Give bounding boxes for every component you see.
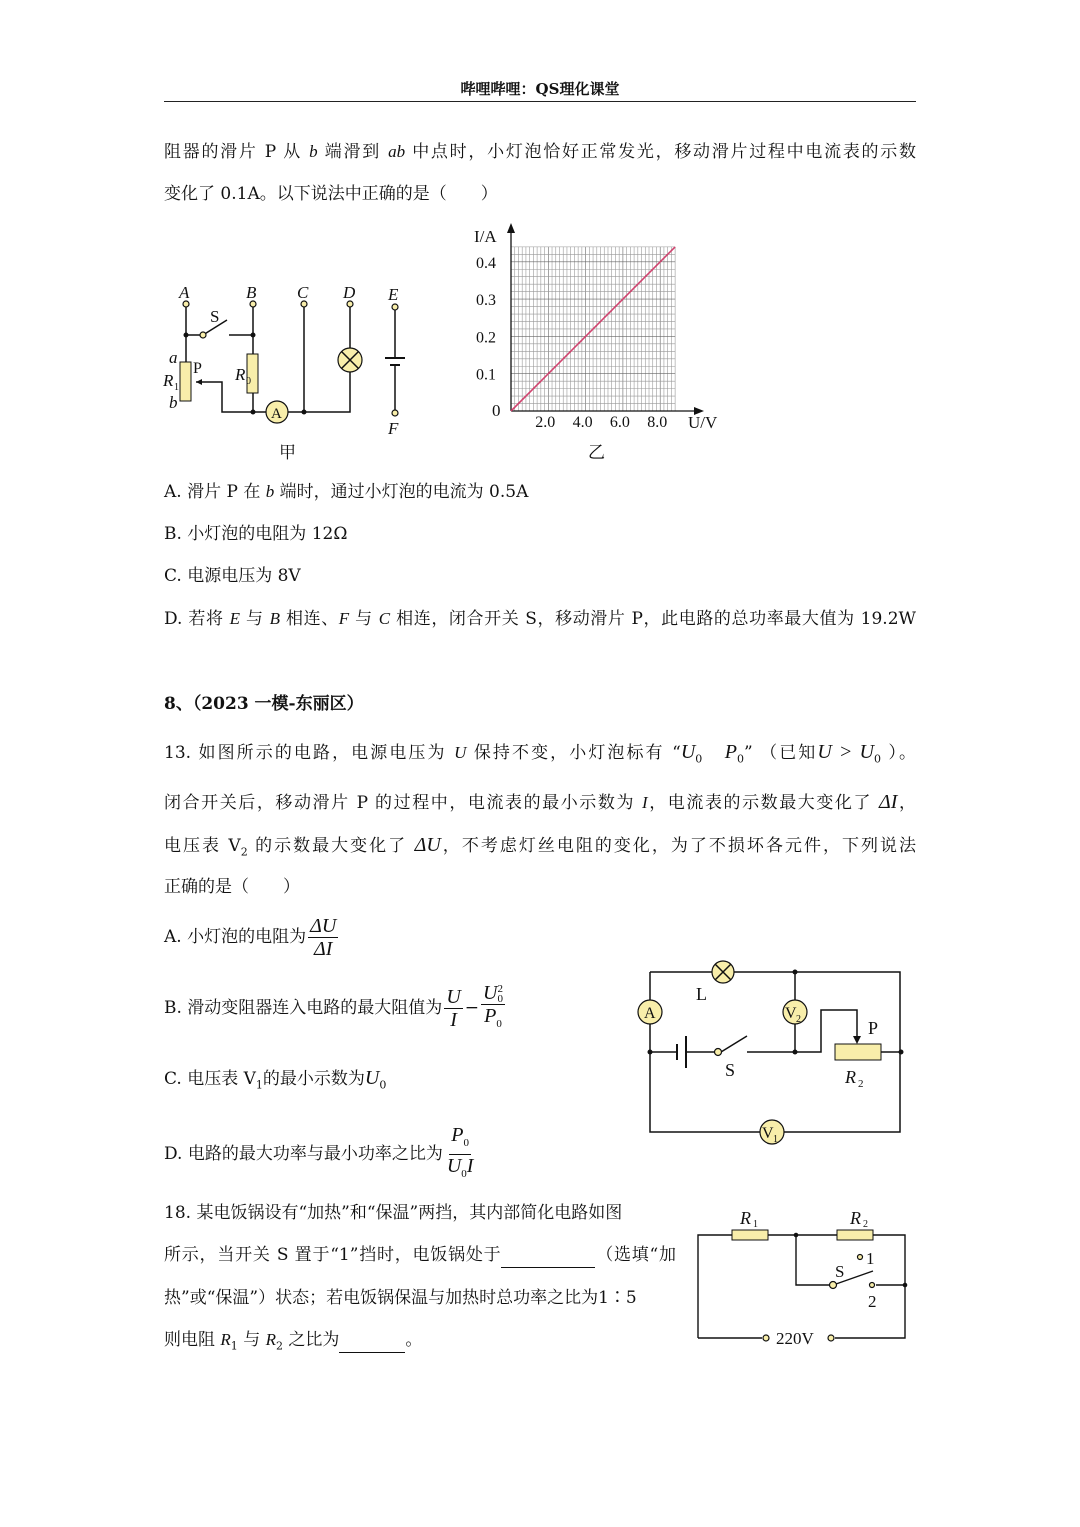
- var: B: [269, 609, 280, 628]
- circuit-diagram-jia: [160, 220, 440, 470]
- fraction: [308, 915, 338, 960]
- denominator: ΔI: [313, 938, 333, 960]
- v1-label: V: [762, 1125, 774, 1142]
- numerator: [449, 1124, 471, 1155]
- text: 保持不变，小灯泡标有 “: [466, 743, 681, 763]
- text: 所示，当开关 S 置于“1”挡时，电饭锅处于: [164, 1245, 502, 1265]
- var: b: [265, 482, 275, 501]
- q13-option-b: [164, 982, 507, 1035]
- answer-blank-2[interactable]: [339, 1328, 405, 1353]
- label-R1: R: [163, 371, 174, 390]
- text: 与: [349, 609, 379, 629]
- figure-caption-jia: 甲: [279, 443, 296, 462]
- ammeter-label: A: [271, 406, 282, 422]
- label-b: b: [169, 393, 178, 412]
- label-C: C: [297, 283, 309, 302]
- r2-sub: 2: [858, 1078, 864, 1090]
- numerator: [481, 982, 505, 1005]
- x-tick-label: 8.0: [647, 414, 668, 431]
- text: D. 若将: [164, 609, 230, 629]
- figure-caption-yi: 乙: [588, 443, 605, 462]
- denominator: [445, 1155, 476, 1185]
- origin-label: 0: [492, 401, 501, 420]
- switch-label: S: [835, 1262, 845, 1281]
- text: ，不考虑灯丝电阻的变化，为了不损坏各元件，下列说法: [440, 836, 916, 856]
- sub: 0: [695, 752, 703, 766]
- text: A. 小灯泡的电阻为: [164, 927, 307, 947]
- sub: 0: [736, 752, 744, 766]
- label-F: F: [388, 419, 399, 438]
- sub: 0: [496, 1018, 502, 1031]
- circuit-diagram-q13: [620, 940, 920, 1160]
- switch-label: S: [725, 1060, 736, 1080]
- text: 13. 如图所示的电路，电源电压为: [164, 743, 455, 763]
- var: P: [484, 1005, 497, 1028]
- sub: 0: [873, 752, 881, 766]
- text: 的最小示数为: [262, 1069, 365, 1089]
- q13-option-a: [164, 912, 340, 962]
- var: U: [680, 741, 696, 763]
- text: 。: [405, 1330, 423, 1350]
- q7-text-line-2: 变化了 0.1A。以下说法中正确的是（ ）: [164, 184, 498, 204]
- label-R0: R: [235, 365, 246, 384]
- y-tick-label: 0.2: [476, 329, 496, 347]
- q13-option-c: [164, 1066, 386, 1097]
- label-E: E: [388, 285, 399, 304]
- slider-arrow-icon: [853, 1036, 861, 1044]
- denominator: I: [450, 1009, 457, 1032]
- var: U: [446, 1155, 462, 1177]
- numerator: ΔU: [310, 915, 337, 937]
- text: 相连、: [280, 609, 339, 629]
- r2-sub: 2: [863, 1219, 868, 1230]
- sub: 0: [379, 1078, 387, 1092]
- var: R: [265, 1330, 276, 1349]
- v1-sub: 1: [773, 1134, 778, 1145]
- y-tick-label: 0.4: [476, 254, 496, 272]
- lamp-label: L: [696, 984, 707, 1004]
- text: D. 电路的最大功率与最小功率之比为: [164, 1144, 443, 1164]
- q13-text-line-4: 正确的是（ ）: [164, 877, 300, 897]
- text: 则电阻: [164, 1330, 221, 1350]
- y-tick-label: 0.3: [476, 292, 496, 310]
- var: b: [309, 142, 318, 161]
- q18-text-line-2: [164, 1243, 676, 1268]
- q13-text-line-3: [164, 833, 916, 864]
- denominator: [482, 1005, 504, 1035]
- text: ” （已知: [743, 743, 818, 763]
- ammeter-label: A: [644, 1005, 656, 1022]
- q13-option-d: [164, 1124, 477, 1185]
- iu-graph-yi: [440, 220, 740, 470]
- var: I: [466, 1155, 474, 1177]
- y-tick-label: 0.1: [476, 366, 496, 384]
- var: E: [229, 609, 241, 628]
- fraction: [444, 986, 462, 1031]
- var: U: [364, 1067, 380, 1089]
- text: A. 滑片 P 在: [164, 482, 266, 502]
- circuit-diagram-q18: [680, 1195, 920, 1355]
- label-R1-sub: 1: [174, 382, 179, 393]
- sub: 2: [276, 1339, 283, 1353]
- text: 中点时，小灯泡恰好正常发光，移动滑片过程中电流表的示数: [405, 142, 916, 162]
- label-S: S: [210, 307, 220, 326]
- label-P: P: [193, 360, 202, 377]
- sub: 1: [230, 1339, 238, 1353]
- q13-text-line-1: [164, 740, 916, 771]
- text: 的示数最大变化了: [247, 836, 415, 856]
- r2-label: R: [845, 1067, 856, 1087]
- sub: 0: [497, 993, 503, 1006]
- var: ab: [388, 142, 406, 161]
- text: 端时，通过小灯泡的电流为 0.5A: [274, 482, 529, 502]
- q13-text-line-2: [164, 790, 916, 815]
- fraction: [481, 982, 505, 1035]
- var: P: [451, 1124, 464, 1146]
- var: I: [642, 793, 648, 812]
- text: B. 滑动变阻器连入电路的最大阻值为: [164, 998, 443, 1019]
- text: 与: [237, 1330, 266, 1350]
- r2-label: R: [850, 1208, 861, 1228]
- var: P: [724, 741, 737, 763]
- y-axis-arrow-icon: [507, 223, 515, 233]
- q7-option-c: C. 电源电压为 8V: [164, 566, 301, 586]
- numerator: U: [446, 986, 461, 1009]
- terminal-2-label: 2: [868, 1292, 877, 1311]
- page-header: 哔哩哔哩：QS理化课堂: [460, 80, 620, 98]
- slider-label: P: [868, 1018, 879, 1038]
- text: ，: [897, 793, 917, 813]
- q7-option-a: [164, 480, 528, 504]
- q7-option-b: B. 小灯泡的电阻为 12Ω: [164, 524, 348, 544]
- var: C: [378, 609, 391, 628]
- q7-option-d: [164, 607, 916, 631]
- v2-label: V: [785, 1005, 797, 1022]
- sub: 2: [240, 845, 248, 859]
- r1-sub: 1: [753, 1219, 758, 1230]
- answer-blank-1[interactable]: [501, 1243, 595, 1268]
- x-tick-label: 6.0: [609, 414, 630, 431]
- var: ΔI: [879, 791, 898, 813]
- label-a: a: [169, 348, 178, 367]
- label-B: B: [246, 283, 257, 302]
- text: ）。: [880, 743, 917, 763]
- minus: −: [464, 998, 480, 1019]
- q18-text-line-3: 热”或“保温”）状态；若电饭锅保温与加热时总功率之比为1∶5: [164, 1288, 637, 1308]
- q7-text-line-1: [164, 140, 916, 164]
- var: U > U: [817, 741, 874, 763]
- text: 端滑到: [317, 142, 389, 162]
- text: 阻器的滑片 P 从: [164, 142, 310, 162]
- section-heading: 8、（2023 一模-东丽区）: [164, 694, 364, 714]
- text: 之比为: [283, 1330, 340, 1350]
- var: U: [483, 982, 498, 1004]
- q18-text-line-4: [164, 1328, 422, 1358]
- text: 相连，闭合开关 S，移动滑片 P，此电路的总功率最大值为 19.2W: [390, 609, 916, 629]
- q18-text-line-1: 18. 某电饭锅设有“加热”和“保温”两挡，其内部简化电路如图: [164, 1203, 623, 1223]
- text: （选填“加: [595, 1245, 676, 1265]
- x-tick-label: 4.0: [572, 414, 593, 431]
- label-A: A: [179, 283, 190, 302]
- sub: 0: [461, 1168, 467, 1180]
- var: U: [454, 743, 467, 762]
- sup: 2: [497, 983, 503, 996]
- source-voltage-label: 220V: [776, 1329, 814, 1348]
- fraction: [445, 1124, 476, 1185]
- v2-sub: 2: [796, 1014, 801, 1025]
- text: 电压表 V: [164, 836, 241, 856]
- label-D: D: [343, 283, 356, 302]
- terminal-1-label: 1: [866, 1249, 875, 1268]
- y-axis-label: I/A: [474, 227, 497, 246]
- sub: 1: [255, 1078, 263, 1092]
- text: ，电流表的示数最大变化了: [647, 793, 880, 813]
- var: ΔU: [414, 834, 441, 856]
- text: 闭合开关后，移动滑片 P 的过程中，电流表的最小示数为: [164, 793, 642, 813]
- var: F: [338, 609, 350, 628]
- sub: 0: [463, 1137, 470, 1149]
- text: C. 电压表 V: [164, 1069, 256, 1089]
- text: 与: [240, 609, 270, 629]
- x-tick-label: 2.0: [535, 414, 556, 431]
- var: R: [220, 1330, 231, 1349]
- r1-label: R: [740, 1208, 751, 1228]
- label-R0-sub: 0: [246, 376, 251, 387]
- x-axis-label: U/V: [688, 413, 718, 432]
- header-rule: [164, 101, 916, 102]
